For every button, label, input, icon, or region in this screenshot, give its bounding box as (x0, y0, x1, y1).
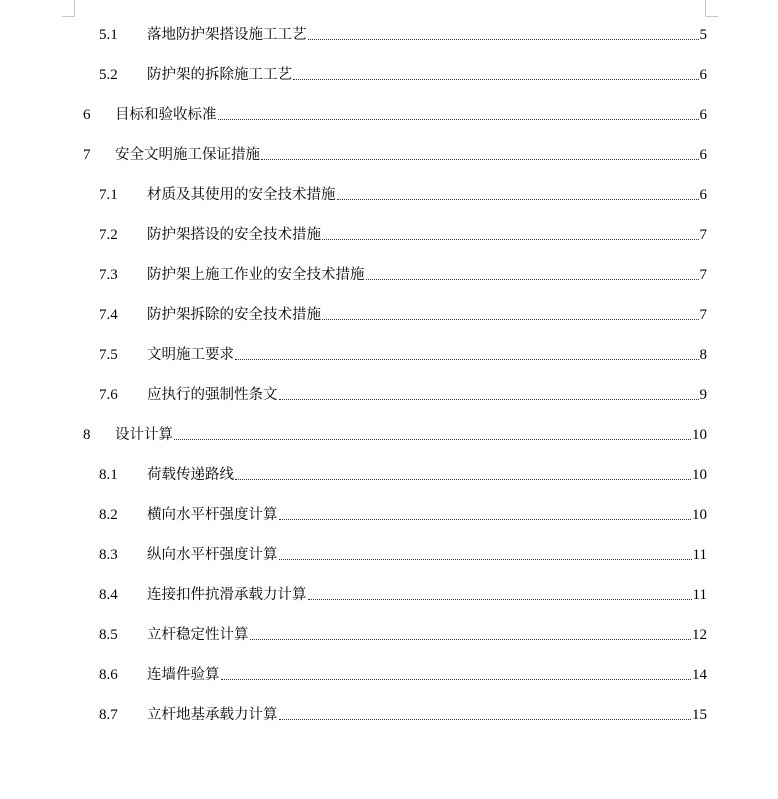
toc-entry-line (147, 585, 707, 605)
toc-entry-line (147, 25, 707, 45)
toc-entry-page-number: 5 (699, 27, 707, 43)
toc-entry[interactable] (0, 95, 778, 135)
toc-entry-title[interactable]: 防护架上施工作业的安全技术措施 (147, 267, 365, 283)
toc-entry-page-number: 6 (699, 67, 707, 83)
toc-entry-page-number: 10 (692, 507, 707, 523)
toc-entry-number: 7.6 (99, 387, 118, 403)
toc-entry-line (147, 305, 707, 325)
toc-entry-title[interactable]: 立杆地基承载力计算 (147, 707, 278, 723)
toc-entry[interactable] (0, 495, 778, 535)
toc-dot-leader (279, 718, 692, 720)
toc-entry-page-number: 7 (699, 307, 707, 323)
toc-entry-page-number: 11 (692, 547, 707, 563)
toc-entry-title[interactable]: 立杆稳定性计算 (147, 627, 249, 643)
toc-entry[interactable] (0, 695, 778, 735)
toc-entry-number: 7.1 (99, 187, 118, 203)
toc-entry[interactable] (0, 215, 778, 255)
toc-entry-line (147, 665, 707, 685)
toc-entry-line (147, 265, 707, 285)
toc-entry-page-number: 7 (699, 267, 707, 283)
toc-dot-leader (235, 478, 691, 480)
toc-entry-page-number: 10 (692, 467, 707, 483)
toc-entry-title[interactable]: 防护架的拆除施工工艺 (147, 67, 292, 83)
toc-dot-leader (279, 558, 692, 560)
toc-entry-title[interactable]: 应执行的强制性条文 (147, 387, 278, 403)
toc-entry-line (115, 425, 707, 445)
toc-entry-number: 8.2 (99, 507, 118, 523)
toc-entry-title[interactable]: 材质及其使用的安全技术措施 (147, 187, 336, 203)
toc-entry-number: 8.1 (99, 467, 118, 483)
toc-entry-page-number: 8 (699, 347, 707, 363)
toc-entry[interactable] (0, 15, 778, 55)
toc-dot-leader (337, 198, 699, 200)
toc-entry-page-number: 6 (699, 147, 707, 163)
toc-entry-line (147, 705, 707, 725)
toc-entry-title[interactable]: 防护架搭设的安全技术措施 (147, 227, 321, 243)
toc-entry-number: 6 (83, 107, 91, 123)
toc-entry-number: 5.1 (99, 27, 118, 43)
toc-entry-number: 8 (83, 427, 91, 443)
toc-entry[interactable] (0, 655, 778, 695)
toc-entry-page-number: 6 (699, 187, 707, 203)
toc-entry[interactable] (0, 175, 778, 215)
toc-entry-line (147, 625, 707, 645)
toc-entry-page-number: 11 (692, 587, 707, 603)
toc-entry-number: 7.5 (99, 347, 118, 363)
toc-entry-number: 5.2 (99, 67, 118, 83)
toc-entry[interactable] (0, 615, 778, 655)
toc-entry[interactable] (0, 415, 778, 455)
toc-entry-title[interactable]: 纵向水平杆强度计算 (147, 547, 278, 563)
toc-entry-line (147, 225, 707, 245)
toc-dot-leader (293, 78, 699, 80)
toc-entry[interactable] (0, 135, 778, 175)
toc-entry-title[interactable]: 文明施工要求 (147, 347, 234, 363)
toc-entry-page-number: 12 (692, 627, 707, 643)
toc-dot-leader (279, 518, 692, 520)
toc-entry-number: 7.3 (99, 267, 118, 283)
toc-entry-number: 7 (83, 147, 91, 163)
toc-entry-title[interactable]: 防护架拆除的安全技术措施 (147, 307, 321, 323)
toc-entry-page-number: 14 (692, 667, 707, 683)
toc-entry[interactable] (0, 455, 778, 495)
toc-dot-leader (218, 118, 699, 120)
toc-entry-number: 7.2 (99, 227, 118, 243)
toc-dot-leader (366, 278, 699, 280)
toc-dot-leader (174, 438, 691, 440)
toc-entry-number: 8.3 (99, 547, 118, 563)
toc-entry-line (115, 145, 707, 165)
toc-entry-number: 8.5 (99, 627, 118, 643)
toc-entry-page-number: 6 (699, 107, 707, 123)
toc-entry-title[interactable]: 设计计算 (115, 427, 173, 443)
toc-entry-number: 8.6 (99, 667, 118, 683)
toc-dot-leader (308, 598, 692, 600)
toc-entry-page-number: 15 (692, 707, 707, 723)
toc-entry-page-number: 10 (692, 427, 707, 443)
toc-entry-page-number: 7 (699, 227, 707, 243)
toc-entry-title[interactable]: 目标和验收标准 (115, 107, 217, 123)
toc-dot-leader (279, 398, 699, 400)
toc-dot-leader (322, 318, 699, 320)
toc-entry-number: 8.4 (99, 587, 118, 603)
toc-entry-line (147, 545, 707, 565)
toc-entry[interactable] (0, 295, 778, 335)
toc-entry-page-number: 9 (699, 387, 707, 403)
toc-dot-leader (308, 38, 699, 40)
toc-entry-line (147, 505, 707, 525)
toc-entry-line (147, 385, 707, 405)
toc-dot-leader (235, 358, 699, 360)
toc-entry-line (147, 345, 707, 365)
toc-entry[interactable] (0, 375, 778, 415)
toc-entry-title[interactable]: 连墙件验算 (147, 667, 220, 683)
toc-entry-line (147, 65, 707, 85)
toc-entry-title[interactable]: 落地防护架搭设施工工艺 (147, 27, 307, 43)
toc-dot-leader (322, 238, 699, 240)
toc-entry-number: 7.4 (99, 307, 118, 323)
toc-dot-leader (221, 678, 692, 680)
toc-entry[interactable] (0, 55, 778, 95)
toc-entry-title[interactable]: 荷载传递路线 (147, 467, 234, 483)
toc-entry[interactable] (0, 255, 778, 295)
toc-entry[interactable] (0, 335, 778, 375)
toc-entry-title[interactable]: 连接扣件抗滑承载力计算 (147, 587, 307, 603)
toc-dot-leader (261, 158, 699, 160)
toc-entry-line (147, 185, 707, 205)
toc-entry-number: 8.7 (99, 707, 118, 723)
toc-entry[interactable] (0, 575, 778, 615)
toc-entry-title[interactable]: 安全文明施工保证措施 (115, 147, 260, 163)
table-of-contents (0, 15, 778, 735)
toc-dot-leader (250, 638, 692, 640)
toc-entry[interactable] (0, 535, 778, 575)
toc-entry-line (147, 465, 707, 485)
toc-entry-line (115, 105, 707, 125)
toc-entry-title[interactable]: 横向水平杆强度计算 (147, 507, 278, 523)
